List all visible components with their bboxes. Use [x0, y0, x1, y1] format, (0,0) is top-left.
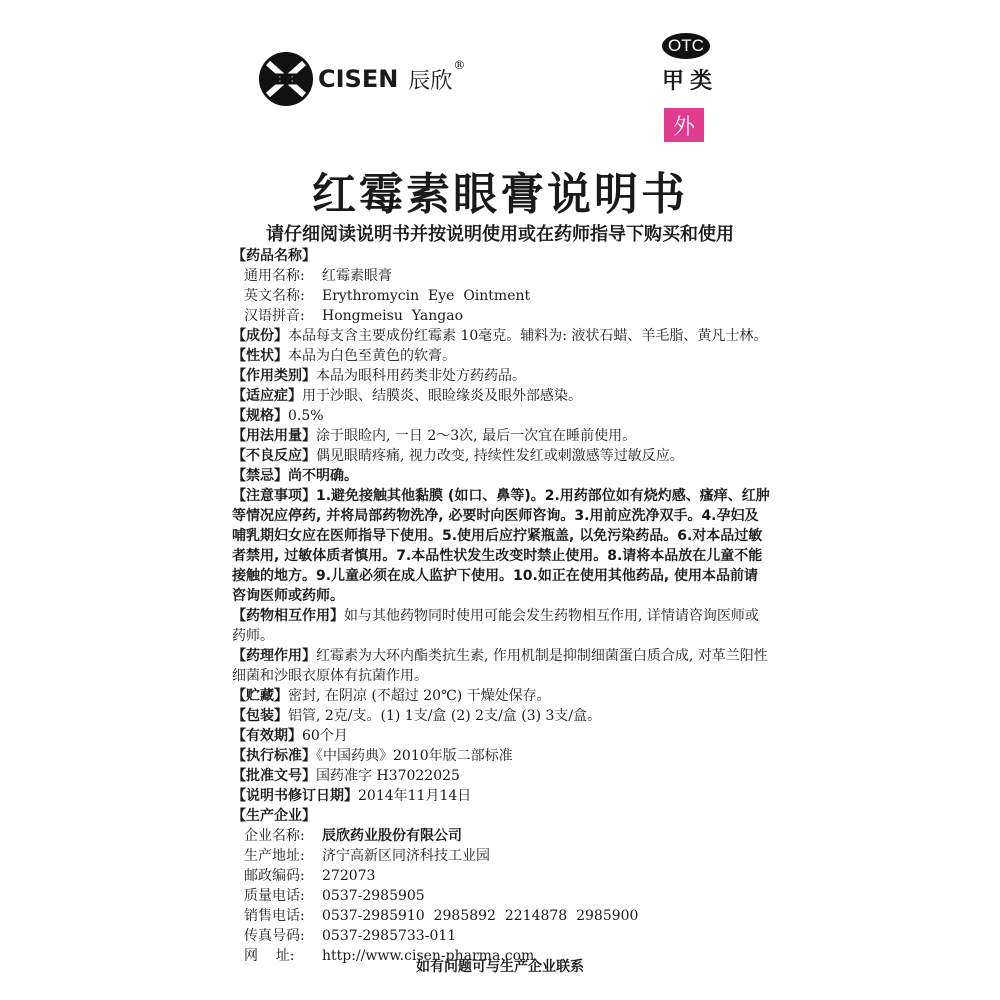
standard-label: 【执行标准】 [232, 748, 316, 764]
indications-section [232, 386, 770, 406]
generic-name-row [232, 266, 770, 286]
website-value: http://www.cisen-pharma.com [322, 948, 535, 964]
otc-badge: OTC [662, 33, 710, 59]
adverse-reactions-section [232, 446, 770, 466]
precautions-text: 1.避免接触其他黏膜 (如口、鼻等)。2.用药部位如有烧灼感、瘙痒、红肿等情况应停药, 并将局部药物洗净, 必要时向医师咨询。3.用前应洗净双手。4.孕妇及哺乳期妇女应在医师指导下使用。5.使用后应拧紧瓶盖, 以免污染药品。6.对本品过敏者禁用, 过敏体质者慎用。7.本品性状发生改变时禁止使用。8.请将本品放在儿童不能接触的地方。9.儿童必须在成人监护下使用。10.如正在使用其他药品, 使用本品前请咨询医师或药师。 [232, 488, 770, 604]
action-category-section [232, 366, 770, 386]
generic-name-value: 红霉素眼膏 [322, 268, 392, 284]
sales-tel-value: 0537-2985910 2985892 2214878 2985900 [322, 908, 639, 924]
postcode-row [232, 866, 770, 886]
quality-tel-value: 0537-2985905 [322, 888, 425, 904]
sales-tel-row [232, 906, 770, 926]
brand-name-cn: 辰欣 [408, 68, 453, 94]
address-label: 生产地址: [244, 848, 305, 864]
pinyin-label: 汉语拼音: [244, 308, 305, 324]
pharmacology-section [232, 646, 770, 686]
english-name-value: Erythromycin Eye Ointment [322, 288, 531, 304]
brand-logo [258, 50, 465, 108]
approval-text: 国药准字 H37022025 [316, 768, 460, 784]
revision-date-text: 2014年11月14日 [358, 788, 472, 804]
validity-section [232, 726, 770, 746]
storage-text: 密封, 在阴凉 (不超过 20℃) 干燥处保存。 [288, 688, 551, 704]
fax-label: 传真号码: [244, 928, 305, 944]
address-row [232, 846, 770, 866]
manufacturer-heading: 【生产企业】 [232, 808, 316, 824]
drug-name-heading: 【药品名称】 [232, 248, 316, 264]
dosage-section [232, 426, 770, 446]
approval-label: 【批准文号】 [232, 768, 316, 784]
adverse-reactions-label: 【不良反应】 [232, 448, 316, 464]
validity-label: 【有效期】 [232, 728, 302, 744]
fax-value: 0537-2985733-011 [322, 928, 457, 944]
approval-section [232, 766, 770, 786]
interactions-label: 【药物相互作用】 [232, 608, 344, 624]
specification-label: 【规格】 [232, 408, 288, 424]
quality-tel-row [232, 886, 770, 906]
document-title: 红霉素眼膏说明书 [312, 169, 688, 220]
pinyin-value: Hongmeisu Yangao [322, 308, 464, 324]
action-category-label: 【作用类别】 [232, 368, 316, 384]
interactions-text: 如与其他药物同时使用可能会发生药物相互作用, 详情请咨询医师或药师。 [232, 608, 759, 644]
pharmacology-label: 【药理作用】 [232, 648, 316, 664]
package-text: 铝管, 2克/支。(1) 1支/盒 (2) 2支/盒 (3) 3支/盒。 [288, 708, 602, 724]
precautions-label: 【注意事项】 [232, 488, 316, 504]
contraindications-section [232, 466, 770, 486]
registered-mark: ® [453, 58, 466, 72]
standard-text: 《中国药典》2010年版二部标准 [316, 748, 513, 764]
external-use-badge: 外 [664, 108, 704, 142]
standard-section [232, 746, 770, 766]
appearance-label: 【性状】 [232, 348, 288, 364]
pinyin-row [232, 306, 770, 326]
precautions-section [232, 486, 770, 606]
website-label: 网 址: [244, 948, 295, 964]
english-name-label: 英文名称: [244, 288, 305, 304]
package-label: 【包装】 [232, 708, 288, 724]
address-value: 济宁高新区同济科技工业园 [322, 848, 490, 864]
appearance-text: 本品为白色至黄色的软膏。 [288, 348, 456, 364]
contraindications-label: 【禁忌】 [232, 468, 288, 484]
leaflet-body [232, 246, 770, 966]
composition-label: 【成份】 [232, 328, 288, 344]
quality-tel-label: 质量电话: [244, 888, 305, 904]
indications-label: 【适应症】 [232, 388, 302, 404]
adverse-reactions-text: 偶见眼睛疼痛, 视力改变, 持续性发红或刺激感等过敏反应。 [316, 448, 684, 464]
composition-section [232, 326, 770, 346]
sales-tel-label: 销售电话: [244, 908, 305, 924]
dosage-label: 【用法用量】 [232, 428, 316, 444]
package-section [232, 706, 770, 726]
company-row [232, 826, 770, 846]
storage-section [232, 686, 770, 706]
validity-text: 60个月 [302, 728, 348, 744]
indications-text: 用于沙眼、结膜炎、眼睑缘炎及眼外部感染。 [302, 388, 582, 404]
appearance-section [232, 346, 770, 366]
postcode-value: 272073 [322, 868, 376, 884]
company-label: 企业名称: [244, 828, 305, 844]
revision-date-label: 【说明书修订日期】 [232, 788, 358, 804]
contact-notice: 如有问题可与生产企业联系 [416, 959, 584, 975]
otc-category: 甲类 [662, 69, 719, 94]
revision-date-section [232, 786, 770, 806]
generic-name-label: 通用名称: [244, 268, 305, 284]
english-name-row [232, 286, 770, 306]
interactions-section [232, 606, 770, 646]
brand-name: CISEN [318, 65, 399, 93]
specification-section [232, 406, 770, 426]
cisen-logo-icon [258, 51, 314, 107]
document-subtitle: 请仔细阅读说明书并按说明使用或在药师指导下购买和使用 [266, 224, 734, 245]
composition-text: 本品每支含主要成份红霉素 10毫克。辅料为: 液状石蜡、羊毛脂、黄凡士林。 [288, 328, 768, 344]
storage-label: 【贮藏】 [232, 688, 288, 704]
dosage-text: 涂于眼睑内, 一日 2～3次, 最后一次宜在睡前使用。 [316, 428, 637, 444]
company-value: 辰欣药业股份有限公司 [322, 828, 462, 844]
postcode-label: 邮政编码: [244, 868, 305, 884]
specification-text: 0.5% [288, 408, 324, 424]
contraindications-text: 尚不明确。 [288, 468, 358, 484]
action-category-text: 本品为眼科用药类非处方药药品。 [316, 368, 526, 384]
pharmacology-text: 红霉素为大环内酯类抗生素, 作用机制是抑制细菌蛋白质合成, 对革兰阳性细菌和沙眼衣原体有抗菌作用。 [232, 648, 768, 684]
fax-row [232, 926, 770, 946]
